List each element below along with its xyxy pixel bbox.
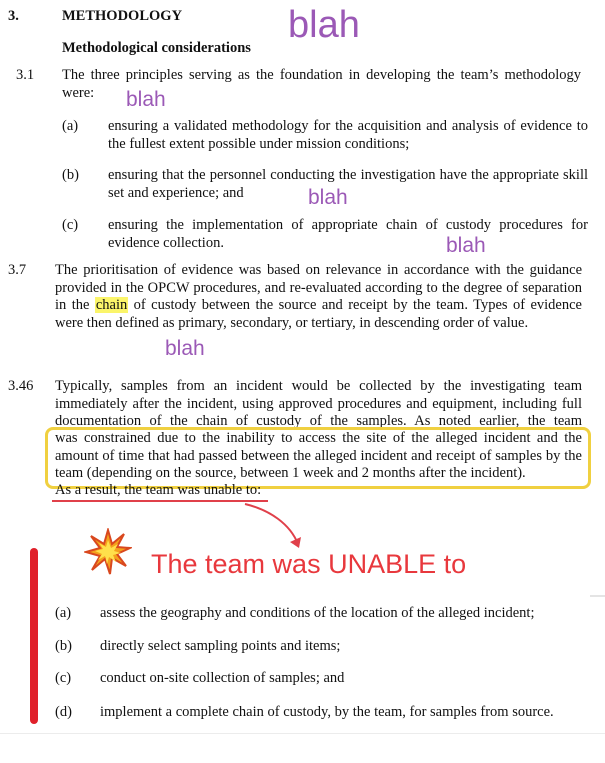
blah-annotation: blah (126, 88, 166, 111)
paragraph-number: 3.1 (16, 67, 35, 83)
explosion-icon (84, 528, 132, 576)
paragraph-number: 3.46 (8, 378, 34, 394)
blah-annotation: blah (288, 4, 360, 46)
item-text: implement a complete chain of custody, by the team, for samples from source. (100, 704, 554, 720)
item-label: (a) (55, 605, 72, 621)
item-label: (c) (55, 670, 72, 686)
paragraph-text: The three principles serving as the foundation in developing the team’s methodology were: (62, 67, 581, 101)
item-text: ensuring a validated methodology for the acquisition and analysis of evidence to the fullest extent possible under mission conditions; (108, 118, 588, 152)
text-after: of custody between the source and receipt by the team. Types of evidence were then defined as primary, secondary, or tertiary, in descending order of value. (55, 297, 582, 331)
item-text: conduct on-site collection of samples; and (100, 670, 345, 686)
boxed-text: was constrained due to the inability to access the site of the alleged incident and the amount of time that had passed between the alleged incident and receipt of samples by the team (depending on the source, between 1 week and 2 months after the incident). (55, 430, 582, 481)
blah-annotation: blah (446, 234, 486, 257)
section-subtitle: Methodological considerations (62, 40, 251, 56)
result-text: As a result, the team was unable to: (55, 482, 262, 498)
section-title: METHODOLOGY (62, 8, 183, 24)
section-number: 3. (8, 8, 19, 24)
item-text: ensuring the implementation of appropriate chain of custody procedures for evidence collection. (108, 217, 588, 251)
item-label: (c) (62, 217, 79, 233)
item-label: (b) (62, 167, 79, 183)
item-text: assess the geography and conditions of the location of the alleged incident; (100, 605, 535, 621)
callout-text: The team was UNABLE to (151, 549, 467, 579)
divider (590, 595, 605, 597)
paragraph-text (55, 262, 582, 332)
red-underline (52, 500, 268, 502)
item-label: (d) (55, 704, 72, 720)
item-text: ensuring that the personnel conducting the investigation have the appropriate skill set and experience; and (108, 167, 588, 201)
item-text: directly select sampling points and items; (100, 638, 341, 654)
divider (0, 733, 605, 734)
arrow-icon (240, 500, 310, 556)
paragraph-text: Typically, samples from an incident would be collected by the investigating team immediately after the incident, using approved procedures and equipment, including full documentation of the chain of custody of the samples. As noted earlier, the team (55, 378, 582, 429)
paragraph-number: 3.7 (8, 262, 27, 278)
item-label: (b) (55, 638, 72, 654)
highlighted-word: chain (95, 297, 128, 313)
red-margin-bar (30, 548, 38, 724)
item-label: (a) (62, 118, 79, 134)
blah-annotation: blah (308, 186, 348, 209)
text-before: The prioritisation of evidence was based on relevance in accordance with the guidance provided in the OPCW procedures, and re-evaluated according to the degree of separation in the (55, 262, 582, 313)
blah-annotation: blah (165, 337, 205, 360)
